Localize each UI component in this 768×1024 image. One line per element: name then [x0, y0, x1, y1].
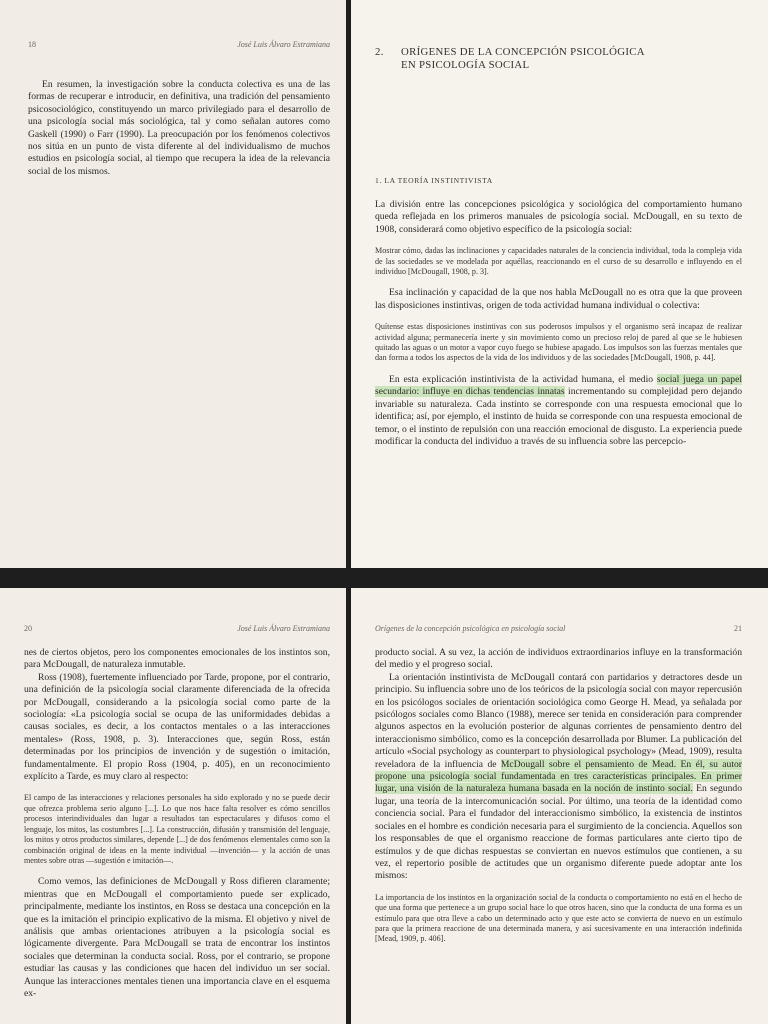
- page-21: [351, 588, 768, 1024]
- text-run: La orientación instintivista de McDougall contará con partidarios y detractores desde un principio. Su influencia sobre uno de los teóricos de la psicología social con mayor repercusión en los psicólogos sociales de orientación sociológica como George H. Mead, ya señalada por psicólogos sociales como Blanco (1988), merece ser tenida en consideración para comprender algunos aspectos en la evolución posterior de algunas corrientes de pensamiento dentro del interaccionismo simbólico, como es la concepción desarrollada por Blumer. La publicación del artículo «Social psychology as counterpart to physiological psychology» (Mead, 1909), resulta reveladora de la influencia de: [375, 671, 742, 770]
- highlighted-text: McDougall sobre el pensamiento de Mead. En él, su autor propone una psicología social fundamentada en tres características principales. En primer lugar, una visión de la naturaleza humana basada en la noción de instinto social.: [375, 758, 742, 795]
- text-run: En esta explicación instintivista de la actividad humana, el medio: [389, 373, 657, 385]
- running-header: [375, 624, 742, 633]
- paragraph: Esa inclinación y capacidad de la que nos habla McDougall no es otra que la que proveen las disposiciones instintivas, origen de toda actividad humana individual o colectiva:: [375, 287, 742, 311]
- paragraph: La división entre las concepciones psicológica y sociológica del comportamiento humano queda reflejada en los primeros manuales de psicología social. McDougall, en su texto de 1908, considerará como objetivo específico de la psicología social:: [375, 199, 742, 235]
- section-heading: 1. LA TEORÍA INSTINTIVISTA: [375, 176, 493, 185]
- block-quote: El campo de las interacciones y relaciones personales ha sido explorado y no se puede decir que ofrezca problema serio alguno [...]. Lo que nos hace falta resolver es cómo sencillos procesos interindividuales dan lugar a resultados tan espectaculares y difusos como el lenguaje, los mitos, las costumbres [...]. La construcción, difusión y transmisión del lenguaje, los mitos y otros productos similares, depende [...] de dos fenómenos elementales como son la combinación original de ideas en la mente individual —invención— y la acción de unas mentes sobre otras —sugestión e imitación—.: [24, 793, 330, 865]
- block-quote: Quítense estas disposiciones instintivas con sus poderosos impulsos y el organismo será incapaz de realizar actividad alguna; permanecería inerte y sin movimiento como un precioso reloj de pared al que se le hubiesen quitado las aguas o un motor a vapor cuyo fuego se hubiese apagado. Los impulsos son las fuerzas mentales que dan forma a todos los aspectos de la vida de los individuos y de las sociedades [McDougall, 1908, p. 44].: [375, 322, 742, 363]
- page-number: 18: [28, 40, 36, 49]
- page-19: [351, 0, 768, 568]
- paragraph: En resumen, la investigación sobre la conducta colectiva es una de las formas de recuperar e introducir, en definitiva, una tradición del pensamiento psicosociológico, constituyendo un marco privilegiado para el desarrollo de una psicología social más sociológica, tal y como señalan autores como Gaskell (1990) o Farr (1990). La preocupación por los fenómenos colectivos nos sitúa en un punto de vista diferente al del individualismo de muchos estudios en psicología social, al tiempo que recupera la idea de la relevancia social de los mismos.: [28, 79, 330, 177]
- paragraph: nes de ciertos objetos, pero los componentes emocionales de los instintos son, para McDougall, de naturaleza inmutable.: [24, 647, 330, 671]
- page-20: [0, 588, 346, 1024]
- text-run: En segundo lugar, una teoría de la intercomunicación social. Por último, una teoría de la identidad como conciencia social. Para el fundador del interaccionismo simbólico, la existencia de instintos sociales en el hombre es condición necesaria para el surgimiento de la conciencia. Aquellos son los responsables de que el organismo reaccione de formas particulares ante cierto tipo de estímulos y de que dichas respuestas se conviertan en nuevos estímulos que contienen, a su vez, el repertorio posible de actitudes que un organismo diferente puede adoptar ante los mismos:: [375, 783, 742, 882]
- text-run: incrementando su complejidad pero dejando invariable su naturaleza. Cada instinto se corresponde con una respuesta emocional que lo identifica; así, por ejemplo, el instinto de huida se corresponde con una respuesta emocional de temor, o el instinto de repulsión con una reacción emocional de disgusto. La experiencia puede modificar la conducta del individuo a través de su influencia sobre las percepcio-: [375, 386, 742, 447]
- chapter-number: 2.: [375, 46, 384, 58]
- paragraph: [375, 374, 742, 448]
- running-header: [28, 40, 330, 49]
- paragraph: Ross (1908), fuertemente influenciado por Tarde, propone, por el contrario, una definición de la psicología social claramente diferenciada de la ofrecida por McDougall, considerando a la psicología social como parte de la sociología: «La psicología social se ocupa de las uniformidades debidas a causas sociales, es decir, a los contactos mentales o a las interacciones mentales» (Ross, 1908, p. 3). Interacciones que, según Ross, están determinadas por los principios de invención y de sugestión o imitación, fundamentalmente. El propio Ross (1904, p. 405), en un reconocimiento explícito a Tarde, es muy claro al respecto:: [24, 671, 330, 783]
- paragraph: producto social. A su vez, la acción de individuos extraordinarios influye en la transformación del medio y el progreso social.: [375, 647, 742, 671]
- page-number: 20: [24, 624, 32, 633]
- block-quote: La importancia de los instintos en la organización social de la conducta o comportamiento no está en el hecho de que una forma que pertenece a un grupo social hace lo que otros hacen, sino que la conducta de una forma es un estímulo para que otra lleve a cabo un determinado acto y que este acto se convierta de nuevo en un estímulo para que la primera reaccione de una determinada manera, y así sucesivamente en una interacción indefinida [Mead, 1909, p. 406].: [375, 892, 742, 944]
- highlighted-text: social juega un papel secundario: influye en dichas tendencias innatas: [375, 373, 743, 398]
- running-header: [24, 624, 330, 633]
- page-number: 21: [734, 624, 742, 633]
- paragraph: Como vemos, las definiciones de McDougall y Ross difieren claramente; mientras que en McDougall el comportamiento puede ser explicado, principalmente, mediante los instintos, en Ross se destaca una concepción en la que es la imitación el principio explicativo de la misma. El objetivo y nivel de análisis que ambas orientaciones atribuyen a la psicología social es lógicamente divergente. Para McDougall se trata de encontrar los instintos sociales que determinan la conducta social. Ross, por el contrario, se propone estudiar las causas y las condiciones que hacen del individuo un ser social. Aunque las interacciones mentales tienen una importancia clave en el esquema ex-: [24, 876, 330, 999]
- running-header-author: José Luis Álvaro Estramiana: [237, 40, 330, 49]
- chapter-heading: [375, 46, 742, 72]
- block-quote: Mostrar cómo, dadas las inclinaciones y capacidades naturales de la conciencia individual, toda la compleja vida de las sociedades se ve modelada por aquéllas, reaccionando en el curso de su desarrollo e influyendo en el individuo [McDougall, 1908, p. 3].: [375, 246, 742, 277]
- page-18: [0, 0, 346, 568]
- paragraph: [375, 672, 742, 883]
- chapter-title-line-2: EN PSICOLOGÍA SOCIAL: [401, 59, 530, 71]
- chapter-title-line-1: ORÍGENES DE LA CONCEPCIÓN PSICOLÓGICA: [401, 46, 645, 58]
- running-header-author: José Luis Álvaro Estramiana: [237, 624, 330, 633]
- running-header-title: Orígenes de la concepción psicológica en psicología social: [375, 624, 566, 633]
